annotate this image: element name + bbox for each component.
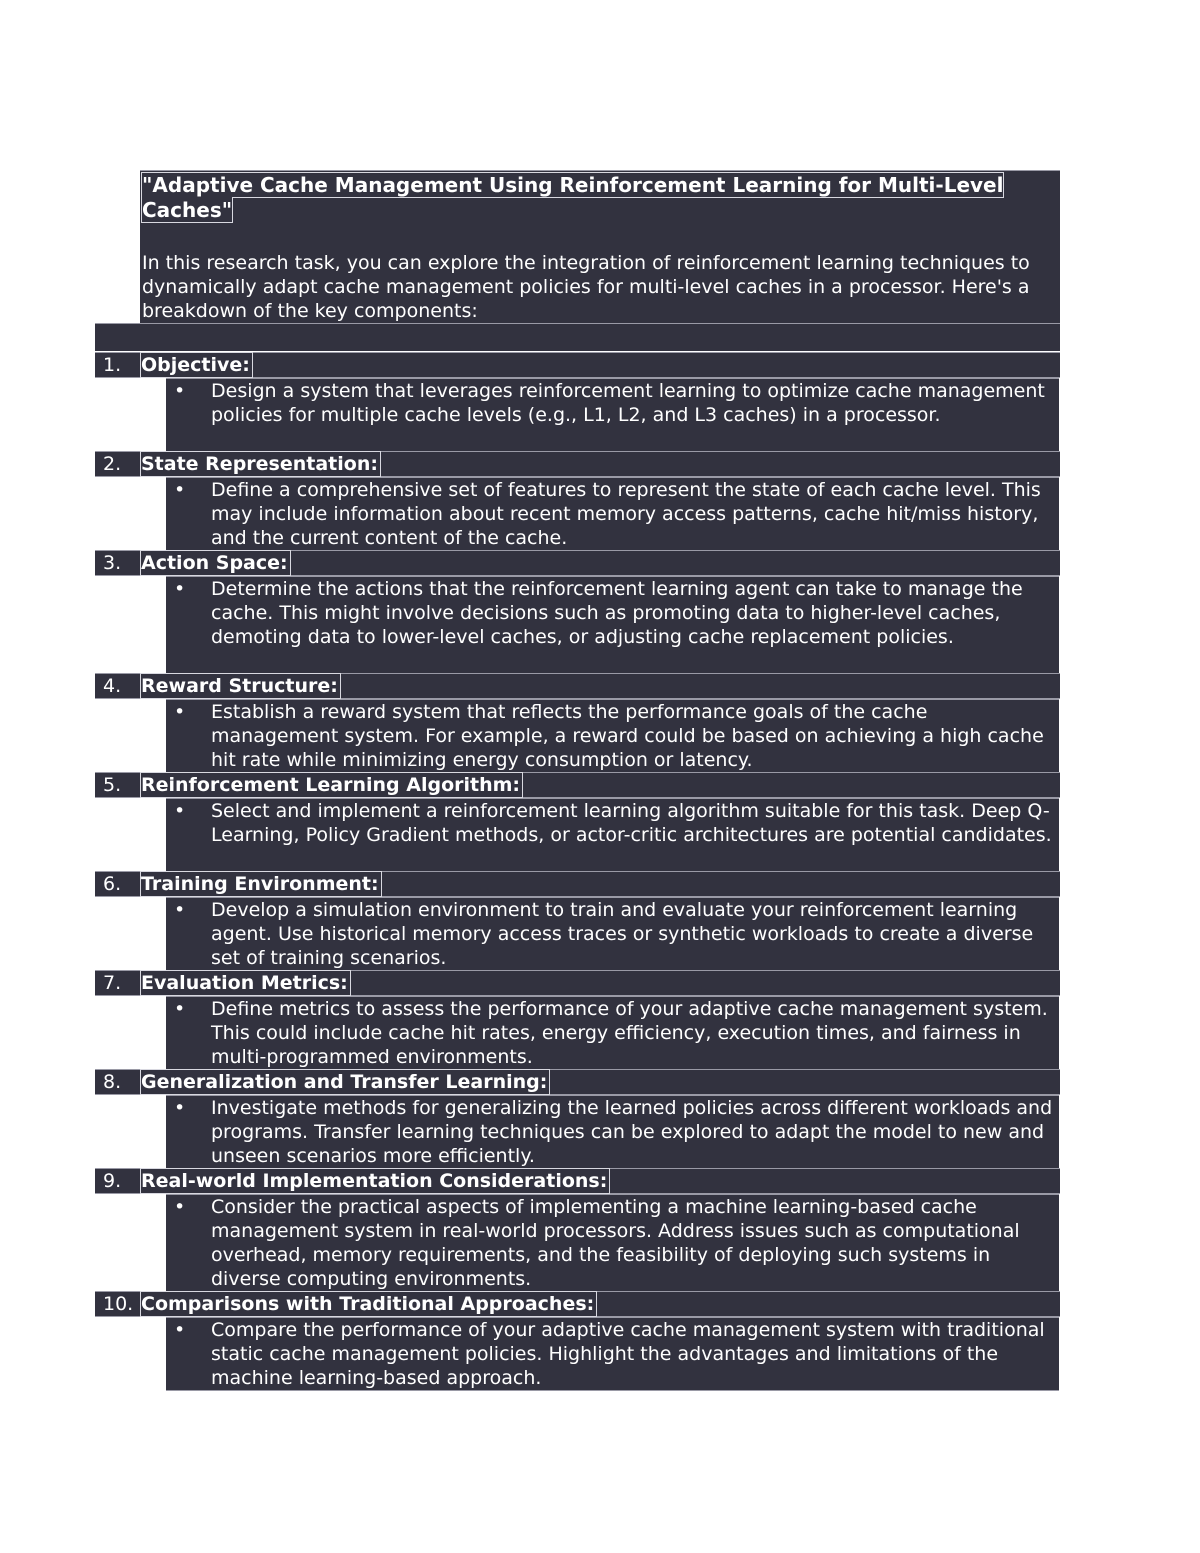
section-heading-7: [95, 970, 1060, 996]
section-heading-text: Reward Structure:: [141, 675, 338, 697]
bullet-icon: •: [174, 380, 186, 402]
document-title-text: "Adaptive Cache Management Using Reinforcement Learning for Multi-Level Caches": [142, 173, 1004, 222]
bullet-text: Define a comprehensive set of features to represent the state of each cache level. This may include information about recent memory access patterns, cache hit/miss history, and the current content of the cache.: [211, 479, 1041, 549]
bullet-text: Select and implement a reinforcement learning algorithm suitable for this task. Deep Q-Learning, Policy Gradient methods, or actor-critic architectures are potential candidates.: [211, 800, 1052, 846]
section-heading-text: Comparisons with Traditional Approaches:: [141, 1293, 595, 1315]
section-bullet-1: [166, 378, 1059, 452]
intro-block: [140, 170, 1060, 323]
bullet-text: Develop a simulation environment to train and evaluate your reinforcement learning agent. Use historical memory access traces or synthetic workloads to create a diverse set of training scenarios.: [211, 899, 1034, 969]
section-number: 10.: [103, 1293, 134, 1315]
bullet-icon: •: [174, 479, 186, 501]
bullet-icon: •: [174, 1196, 186, 1218]
section-bullet-3: [166, 576, 1059, 674]
section-heading-text: Generalization and Transfer Learning:: [141, 1071, 548, 1093]
section-number: 8.: [103, 1071, 122, 1093]
bullet-text: Establish a reward system that reflects the performance goals of the cache management system. For example, a reward could be based on achieving a high cache hit rate while minimizing energy consumption or latency.: [211, 701, 1044, 771]
bullet-text: Compare the performance of your adaptive cache management system with traditional static cache management policies. Highlight the advantages and limitations of the machine learning-based approach.: [211, 1319, 1045, 1389]
section-number: 6.: [103, 873, 122, 895]
section-number: 3.: [103, 552, 122, 574]
bullet-icon: •: [174, 1097, 186, 1119]
bullet-text: Determine the actions that the reinforcement learning agent can take to manage the cache. This might involve decisions such as promoting data to higher-level caches, demoting data to lower-level caches, or adjusting cache replacement policies.: [211, 578, 1023, 648]
section-heading-text: Real-world Implementation Considerations:: [141, 1170, 608, 1192]
section-number: 1.: [103, 354, 122, 376]
section-heading-6: [95, 871, 1060, 897]
bullet-icon: •: [174, 1319, 186, 1341]
bullet-icon: •: [174, 800, 186, 822]
intro-paragraph: In this research task, you can explore the integration of reinforcement learning techniques to dynamically adapt cache management policies for multi-level caches in a processor. Here's a breakdown of the key components:: [142, 252, 1030, 322]
section-number: 5.: [103, 774, 122, 796]
section-bullet-5: [166, 798, 1059, 872]
bullet-text: Design a system that leverages reinforcement learning to optimize cache management policies for multiple cache levels (e.g., L1, L2, and L3 caches) in a processor.: [211, 380, 1045, 426]
section-heading-text: Evaluation Metrics:: [141, 972, 348, 994]
section-bullet-6: [166, 897, 1059, 971]
section-heading-9: [95, 1168, 1060, 1194]
document-title: [142, 173, 1042, 223]
section-heading-3: [95, 550, 1060, 576]
section-number: 7.: [103, 972, 122, 994]
bullet-text: Investigate methods for generalizing the learned policies across different workloads and programs. Transfer learning techniques can be explored to adapt the model to new and unseen scenarios more efficiently.: [211, 1097, 1053, 1167]
section-heading-8: [95, 1069, 1060, 1095]
bullet-icon: •: [174, 578, 186, 600]
bullet-icon: •: [174, 998, 186, 1020]
section-number: 2.: [103, 453, 122, 475]
section-heading-text: Reinforcement Learning Algorithm:: [141, 774, 521, 796]
section-heading-4: [95, 673, 1060, 699]
section-number: 9.: [103, 1170, 122, 1192]
section-heading-text: Training Environment:: [141, 873, 379, 895]
bullet-icon: •: [174, 701, 186, 723]
section-heading-5: [95, 772, 1060, 798]
section-heading-2: [95, 451, 1060, 477]
section-heading-text: Action Space:: [141, 552, 288, 574]
bullet-icon: •: [174, 899, 186, 921]
section-number: 4.: [103, 675, 122, 697]
section-bullet-2: [166, 477, 1059, 551]
section-bullet-7: [166, 996, 1059, 1070]
section-heading-text: State Representation:: [141, 453, 378, 475]
section-heading-text: Objective:: [141, 354, 250, 376]
section-bullet-8: [166, 1095, 1059, 1169]
section-heading-1: [95, 352, 1060, 378]
section-heading-10: [95, 1291, 1060, 1317]
section-bullet-4: [166, 699, 1059, 773]
bullet-text: Consider the practical aspects of implementing a machine learning-based cache management system in real-world processors. Address issues such as computational overhead, memory requirements, and the feasibility of deploying such systems in diverse computing environments.: [211, 1196, 1020, 1290]
bullet-text: Define metrics to assess the performance of your adaptive cache management system. This could include cache hit rates, energy efficiency, execution times, and fairness in multi-programmed environments.: [211, 998, 1048, 1068]
section-bullet-9: [166, 1194, 1059, 1292]
section-bullet-10: [166, 1317, 1059, 1391]
spacer-bar: [95, 323, 1060, 351]
